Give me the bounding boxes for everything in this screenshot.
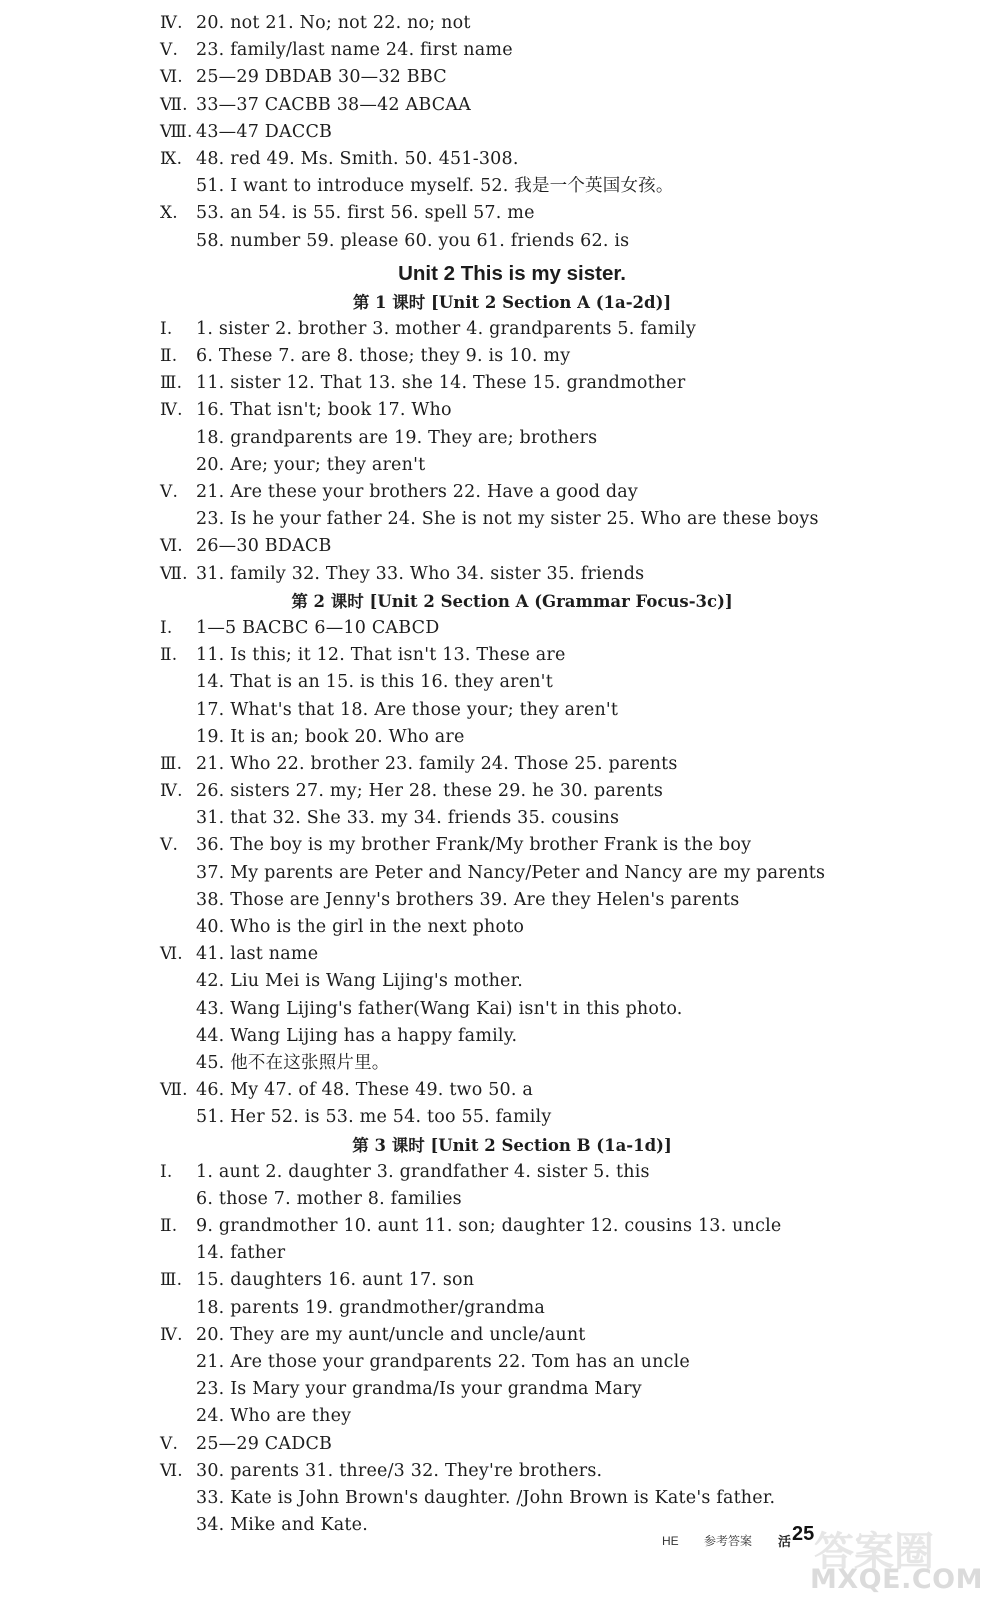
answer-text: 14. That is an 15. is this 16. they aren't xyxy=(196,672,553,693)
answer-line xyxy=(0,1485,1000,1512)
answer-line xyxy=(0,452,1000,479)
answer-line xyxy=(0,914,1000,941)
answer-text: 9. grandmother 10. aunt 11. son; daughter 12. cousins 13. uncle xyxy=(196,1216,782,1237)
answer-line xyxy=(0,968,1000,995)
answer-text: 23. family/last name 24. first name xyxy=(196,40,513,61)
answer-text: 58. number 59. please 60. you 61. friends 62. is xyxy=(196,230,630,251)
answer-text: 16. That isn't; book 17. Who xyxy=(196,400,452,421)
answer-line xyxy=(0,1322,1000,1349)
answer-line xyxy=(0,10,1000,37)
answer-text: 53. an 54. is 55. first 56. spell 57. me xyxy=(196,203,535,224)
section-numeral: Ⅴ. xyxy=(160,40,179,61)
section-numeral: Ⅹ. xyxy=(160,203,178,224)
answer-text: 11. Is this; it 12. That isn't 13. These are xyxy=(196,645,566,666)
answer-text: 24. Who are they xyxy=(196,1406,352,1427)
answer-text: 19. It is an; book 20. Who are xyxy=(196,726,465,747)
answer-text: 1. sister 2. brother 3. mother 4. grandparents 5. family xyxy=(196,318,697,339)
unit-title: Unit 2 This is my sister. xyxy=(398,261,626,285)
answer-line xyxy=(0,1023,1000,1050)
answer-line xyxy=(0,343,1000,370)
answer-line xyxy=(0,425,1000,452)
section-numeral: Ⅷ. xyxy=(160,121,193,142)
answer-text: 15. daughters 16. aunt 17. son xyxy=(196,1270,475,1291)
section-numeral: Ⅵ. xyxy=(160,67,183,88)
answer-text: 43. Wang Lijing's father(Wang Kai) isn't in this photo. xyxy=(196,998,683,1019)
section-numeral: Ⅵ. xyxy=(160,1460,183,1481)
answer-line xyxy=(0,1050,1000,1077)
section-numeral: Ⅴ. xyxy=(160,835,179,856)
answer-text: 45. 他不在这张照片里。 xyxy=(196,1052,390,1073)
answer-line xyxy=(0,1458,1000,1485)
footer-code: HE xyxy=(662,1534,679,1548)
answer-line xyxy=(0,1186,1000,1213)
answer-line xyxy=(0,64,1000,91)
answer-text: 31. family 32. They 33. Who 34. sister 35. friends xyxy=(196,563,645,584)
lesson3-heading: 第 3 课时 [Unit 2 Section B (1a-1d)] xyxy=(352,1135,672,1155)
answer-text: 31. that 32. She 33. my 34. friends 35. cousins xyxy=(196,808,620,829)
section-numeral: Ⅲ. xyxy=(160,373,183,394)
answer-text: 44. Wang Lijing has a happy family. xyxy=(196,1025,518,1046)
section-numeral: Ⅱ. xyxy=(160,645,178,666)
answer-text: 26—30 BDACB xyxy=(196,536,332,557)
section-numeral: Ⅰ. xyxy=(160,318,173,339)
answer-text: 18. grandparents are 19. They are; brothers xyxy=(196,427,598,448)
answer-text: 1. aunt 2. daughter 3. grandfather 4. sister 5. this xyxy=(196,1161,650,1182)
answer-line xyxy=(0,1077,1000,1104)
footer-label: 参考答案 xyxy=(704,1534,753,1548)
answer-line xyxy=(0,1431,1000,1458)
answer-line xyxy=(0,669,1000,696)
answer-text: 33—37 CACBB 38—42 ABCAA xyxy=(196,94,471,115)
answer-text: 38. Those are Jenny's brothers 39. Are they Helen's parents xyxy=(196,889,740,910)
answer-line xyxy=(0,887,1000,914)
answer-line xyxy=(0,316,1000,343)
answer-line xyxy=(0,778,1000,805)
answer-line xyxy=(0,615,1000,642)
answer-line xyxy=(0,996,1000,1023)
answer-text: 21. Are these your brothers 22. Have a good day xyxy=(196,482,639,502)
answer-line xyxy=(0,119,1000,146)
section-numeral: Ⅴ. xyxy=(160,482,179,502)
answer-text: 17. What's that 18. Are those your; they aren't xyxy=(196,699,619,720)
answer-line xyxy=(0,1104,1000,1131)
answer-line xyxy=(0,1240,1000,1267)
answer-text: 40. Who is the girl in the next photo xyxy=(196,917,525,937)
answer-line xyxy=(0,146,1000,173)
answer-text: 25—29 CADCB xyxy=(196,1433,333,1454)
answer-text: 1—5 BACBC 6—10 CABCD xyxy=(196,617,440,638)
section-numeral: Ⅲ. xyxy=(160,753,183,774)
answer-line xyxy=(0,479,1000,506)
answer-line xyxy=(0,200,1000,227)
answer-text: 43—47 DACCB xyxy=(196,121,333,142)
section-numeral: Ⅲ. xyxy=(160,1270,183,1291)
footer-mark: 活 xyxy=(778,1535,792,1550)
answer-line xyxy=(0,92,1000,119)
answer-text: 51. Her 52. is 53. me 54. too 55. family xyxy=(196,1107,552,1128)
section-numeral: Ⅵ. xyxy=(160,536,183,557)
section-numeral: Ⅰ. xyxy=(160,617,173,638)
answer-line xyxy=(0,228,1000,255)
section-numeral: Ⅴ. xyxy=(160,1433,179,1454)
answer-line xyxy=(0,1349,1000,1376)
answer-text: 42. Liu Mei is Wang Lijing's mother. xyxy=(196,971,524,992)
page-number: 25 xyxy=(792,1523,815,1545)
answer-text: 30. parents 31. three/3 32. They're brothers. xyxy=(196,1460,603,1481)
lesson1-heading: 第 1 课时 [Unit 2 Section A (1a-2d)] xyxy=(352,292,672,312)
answer-line xyxy=(0,397,1000,424)
section-numeral: Ⅶ. xyxy=(160,94,188,115)
answer-text: 20. They are my aunt/uncle and uncle/aunt xyxy=(196,1324,586,1345)
answer-line xyxy=(0,1159,1000,1186)
answer-line xyxy=(0,724,1000,751)
answer-text: 51. I want to introduce myself. 52. 我是一个英国女孩。 xyxy=(196,176,674,197)
answer-text: 18. parents 19. grandmother/grandma xyxy=(196,1297,546,1318)
section-numeral: Ⅳ. xyxy=(160,1324,183,1345)
answer-text: 21. Are those your grandparents 22. Tom has an uncle xyxy=(196,1352,690,1372)
answer-text: 14. father xyxy=(196,1243,286,1264)
section-numeral: Ⅶ. xyxy=(160,1080,188,1101)
answer-text: 6. those 7. mother 8. families xyxy=(196,1188,462,1209)
answer-line xyxy=(0,941,1000,968)
section-numeral: Ⅳ. xyxy=(160,781,183,802)
watermark-url: MXQE.COM xyxy=(810,1564,983,1595)
answer-line xyxy=(0,1295,1000,1322)
answer-line xyxy=(0,173,1000,200)
section-numeral: Ⅳ. xyxy=(160,13,183,33)
answer-line xyxy=(0,561,1000,588)
answer-text: 36. The boy is my brother Frank/My brother Frank is the boy xyxy=(196,835,752,856)
answer-text: 25—29 DBDAB 30—32 BBC xyxy=(196,67,447,88)
watermark-logo xyxy=(806,1520,996,1596)
answer-line xyxy=(0,506,1000,533)
section-numeral: Ⅳ. xyxy=(160,400,183,421)
section-numeral: Ⅰ. xyxy=(160,1161,173,1182)
answer-text: 23. Is Mary your grandma/Is your grandma Mary xyxy=(196,1379,642,1400)
answer-line xyxy=(0,805,1000,832)
answer-text: 23. Is he your father 24. She is not my sister 25. Who are these boys xyxy=(196,509,819,530)
answer-list xyxy=(0,10,1000,1539)
watermark-cn: 答案圈 xyxy=(814,1529,934,1575)
answer-line xyxy=(0,1403,1000,1430)
answer-line xyxy=(0,860,1000,887)
answer-line xyxy=(0,697,1000,724)
answer-text: 41. last name xyxy=(196,944,319,965)
answer-text: 46. My 47. of 48. These 49. two 50. a xyxy=(196,1080,534,1101)
lesson2-heading: 第 2 课时 [Unit 2 Section A (Grammar Focus-3c)] xyxy=(291,591,733,611)
answer-text: 20. Are; your; they aren't xyxy=(196,454,426,475)
answer-line xyxy=(0,1267,1000,1294)
answer-text: 37. My parents are Peter and Nancy/Peter and Nancy are my parents xyxy=(196,862,826,883)
section-numeral: Ⅵ. xyxy=(160,944,183,965)
section-numeral: Ⅱ. xyxy=(160,346,178,367)
answer-text: 48. red 49. Ms. Smith. 50. 451-308. xyxy=(196,148,519,169)
answer-text: 21. Who 22. brother 23. family 24. Those 25. parents xyxy=(196,753,678,774)
answer-line xyxy=(0,1213,1000,1240)
answer-line xyxy=(0,832,1000,859)
section-numeral: Ⅱ. xyxy=(160,1216,178,1237)
answer-line xyxy=(0,370,1000,397)
answer-line xyxy=(0,1376,1000,1403)
answer-line xyxy=(0,751,1000,778)
section-numeral: Ⅸ. xyxy=(160,148,183,169)
answer-text: 26. sisters 27. my; Her 28. these 29. he 30. parents xyxy=(196,781,664,802)
answer-line xyxy=(0,642,1000,669)
answer-text: 34. Mike and Kate. xyxy=(196,1515,368,1536)
answer-text: 33. Kate is John Brown's daughter. /John Brown is Kate's father. xyxy=(196,1487,776,1508)
answer-text: 6. These 7. are 8. those; they 9. is 10. my xyxy=(196,346,571,367)
answer-text: 11. sister 12. That 13. she 14. These 15. grandmother xyxy=(196,373,686,394)
answer-line xyxy=(0,37,1000,64)
answer-line xyxy=(0,533,1000,560)
section-numeral: Ⅶ. xyxy=(160,563,188,584)
answer-text: 20. not 21. No; not 22. no; not xyxy=(196,13,471,33)
